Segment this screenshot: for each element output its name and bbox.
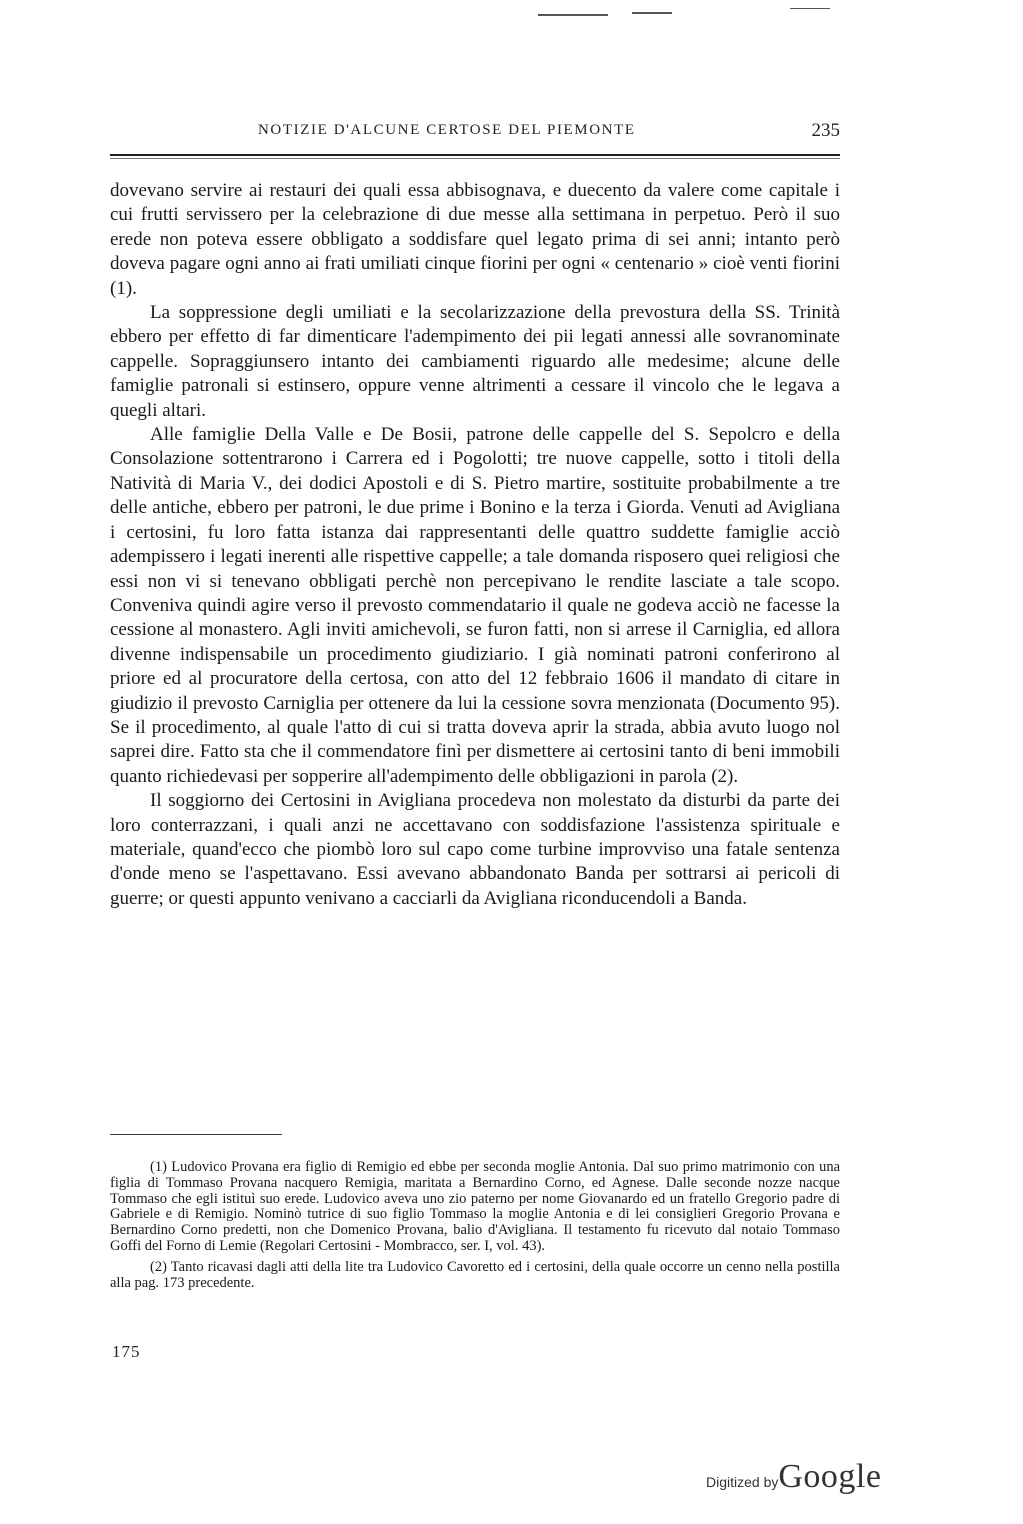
google-logo: Google [778,1458,882,1495]
page-number: 235 [811,120,840,141]
footnote-rule [110,1134,282,1135]
footnote: (2) Tanto ricavasi dagli atti della lite tra Ludovico Cavoretto ed i certosini, della quale occorre un cenno nella postilla alla pag. 173 precedente. [110,1258,840,1291]
paragraph: La soppressione degli umiliati e la secolarizzazione della prevostura della SS. Trinità ebbero per effetto di far dimenticare l'adempimento dei pii legati annessi alle sovranominate cappelle. Sopraggiunsero intanto dei cambiamenti riguardo alle medesime; alcune delle famiglie patronali si estinsero, oppure venne altrimenti a cessare il vincolo che le legava a quegli altari. [110,302,840,421]
scan-artifact [632,12,672,14]
running-head: NOTIZIE D'ALCUNE CERTOSE DEL PIEMONTE [258,122,636,138]
header-rule [110,154,840,156]
paragraph: dovevano servire ai restauri dei quali essa abbisognava, e duecento da valere come capitale i cui frutti servissero per la celebrazione di due messe alla settimana in perpetuo. Però il suo erede non poteva essere obbligato a soddisfare quel legato prima di sei anni; intanto però doveva pagare ogni anno ai frati umiliati cinque fiorini per ogni « centenario » cioè venti fiorini (1). [110,180,840,299]
scan-artifact [538,14,608,16]
header-rule-thin [110,158,840,159]
scan-artifact [790,8,830,9]
digitized-watermark [706,1458,881,1496]
footnotes [110,1160,840,1296]
footnote: (1) Ludovico Provana era figlio di Remigio ed ebbe per seconda moglie Antonia. Dal suo primo matrimonio con una figlia di Tommaso Provana nacquero Remigia, maritata a Bernardino Corno, ed Agnese. Dalle seconde nozze nacque Tommaso che egli istituì suo erede. Ludovico aveva uno zio paterno per nome Giovanardo ed un fratello Gregorio padre di Gabriele e di Remigio. Nominò tutrice di suo figlio Tommaso la moglie Antonia e di lei consiglieri Gregorio Provana e Bernardino Corno predetti, non che Domenico Provana, balio d'Avigliana. Il testamento fu ricevuto dal notaio Tommaso Goffi del Forno di Lemie (Regolari Certosini - Mombracco, ser. I, vol. 43). [110,1159,840,1254]
paragraph: Il soggiorno dei Certosini in Avigliana procedeva non molestato da disturbi da parte dei loro conterrazzani, i quali anzi ne accettavano con soddisfazione l'assistenza spirituale e materiale, quand'ecco che piombò loro sul capo come turbine improvviso una fatale sentenza d'onde meno se l'aspettavano. Essi avevano abbandonato Banda per sottrarsi ai pericoli di guerre; or questi appunto venivano a cacciarli da Avigliana riconducendoli a Banda. [110,790,840,909]
watermark-prefix: Digitized by [706,1474,779,1490]
paragraph: Alle famiglie Della Valle e De Bosii, patrone delle cappelle del S. Sepolcro e della Consolazione sottentrarono i Carrera ed i Pogolotti; tre nuove cappelle, sotto i titoli della Natività di Maria V., dei dodici Apostoli e di S. Pietro martire, sostituite probabilmente a tre delle antiche, ebbero per patroni, le due prime i Bonino e la terza i Giorda. Venuti ad Avigliana i certosini, fu loro fatta istanza dai rappresentanti delle quattro suddette famiglie acciò adempissero i legati inerenti alle rispettive cappelle; a tale domanda risposero quei religiosi che essi non vi si tenevano obbligati perchè non percepivano le rendite lasciate a tale scopo. Conveniva quindi agire verso il prevosto commendatario il quale ne godeva acciò ne facesse la cessione al monastero. Agli inviti amichevoli, se furon fatti, non si arrese il Carniglia, ed allora divenne indispensabile un procedimento giudiziario. I già nominati patroni conferirono al priore ed al procuratore della certosa, con atto del 12 febbraio 1606 il mandato di citare in giudizio il prevosto Carniglia per ottenere da lui la cessione sovra menzionata (Documento 95). Se il procedimento, al quale l'atto di cui si tratta doveva aprir la strada, abbia avuto luogo nol saprei dire. Fatto sta che il commendatore finì per dismettere ai certosini tanto di beni immobili quanto richiedevasi per sopperire all'adempimento delle obbligazioni in parola (2). [110,424,840,787]
page-header [110,118,840,148]
body-text [110,179,840,911]
signature-mark: 175 [112,1342,141,1361]
